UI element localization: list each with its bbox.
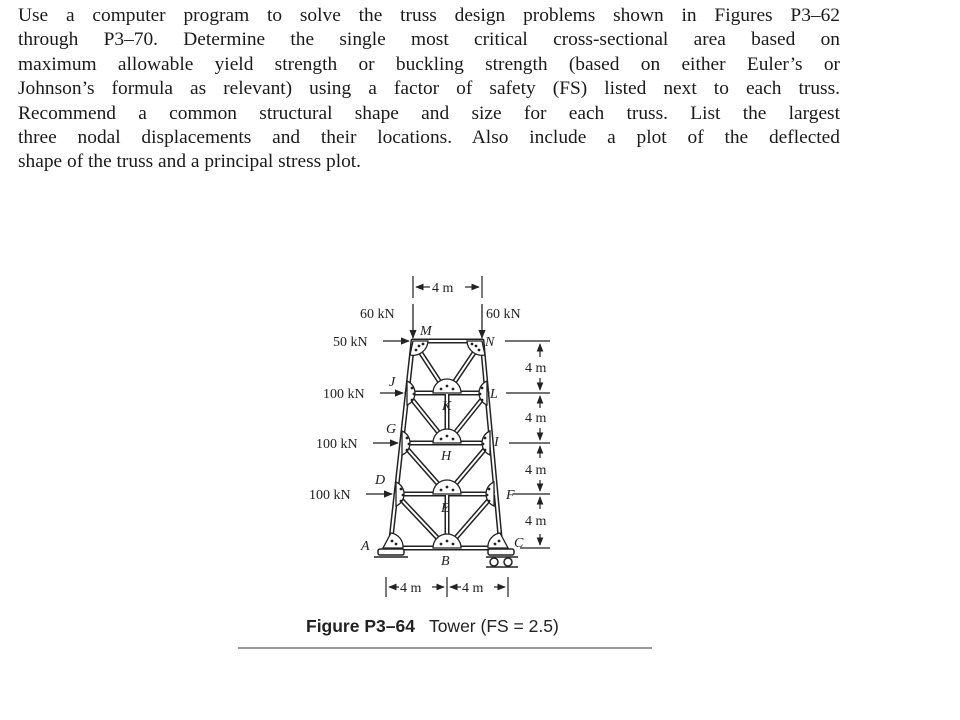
height-dim-label: 4 m xyxy=(525,361,547,376)
height-dim-label: 4 m xyxy=(525,411,547,426)
problem-line: Use a computer program to solve the truss design problems shown in Figures P3–62 xyxy=(18,5,840,26)
problem-line: maximum allowable yield strength or buckling strength (based on either Euler’s or xyxy=(18,53,840,75)
load-label-n: 60 kN xyxy=(486,307,521,322)
problem-line: shape of the truss and a principal stress plot. xyxy=(18,151,362,173)
node-label-l: L xyxy=(490,387,498,402)
caption-rule xyxy=(238,647,652,649)
node-label-i: I xyxy=(494,435,499,450)
node-label-e: E xyxy=(441,501,450,516)
load-label-g: 100 kN xyxy=(316,437,358,452)
problem-line: Recommend a common structural shape and size for each truss. List the largest xyxy=(18,102,840,124)
node-label-b: B xyxy=(441,554,450,569)
bottom-dim-label: 4 m xyxy=(462,581,484,596)
height-dim-label: 4 m xyxy=(525,463,547,478)
node-label-f: F xyxy=(506,488,515,503)
load-label-50: 50 kN xyxy=(333,335,368,350)
pin-support-a xyxy=(374,549,408,557)
node-label-c: C xyxy=(514,536,524,551)
problem-line: through P3–70. Determine the single most critical cross-sectional area based on xyxy=(18,29,840,51)
height-dim-label: 4 m xyxy=(525,514,547,529)
problem-line: three nodal displacements and their locations. Also include a plot of the deflected xyxy=(18,127,840,149)
load-label-m: 60 kN xyxy=(360,307,395,322)
caption-title: Tower (FS = 2.5) xyxy=(428,616,559,636)
node-label-a: A xyxy=(361,539,370,554)
node-label-h: H xyxy=(441,449,452,464)
load-label-j: 100 kN xyxy=(323,387,365,402)
node-label-k: K xyxy=(442,399,452,414)
gusset-n xyxy=(467,341,485,355)
node-label-g: G xyxy=(386,422,397,437)
figure-caption xyxy=(306,616,559,637)
problem-line: Johnson’s formula as relevant) using a factor of safety (FS) listed next to each truss. xyxy=(18,78,840,100)
load-label-d: 100 kN xyxy=(309,488,351,503)
node-label-d: D xyxy=(375,473,386,488)
bottom-dim-label: 4 m xyxy=(400,581,422,596)
gusset-m xyxy=(410,341,428,355)
node-label-m: M xyxy=(420,324,432,339)
top-dim-label: 4 m xyxy=(432,281,454,296)
roller-support-c xyxy=(486,549,518,567)
node-label-n: N xyxy=(485,335,495,350)
node-label-j: J xyxy=(389,375,396,390)
caption-number: Figure P3–64 xyxy=(306,616,415,636)
